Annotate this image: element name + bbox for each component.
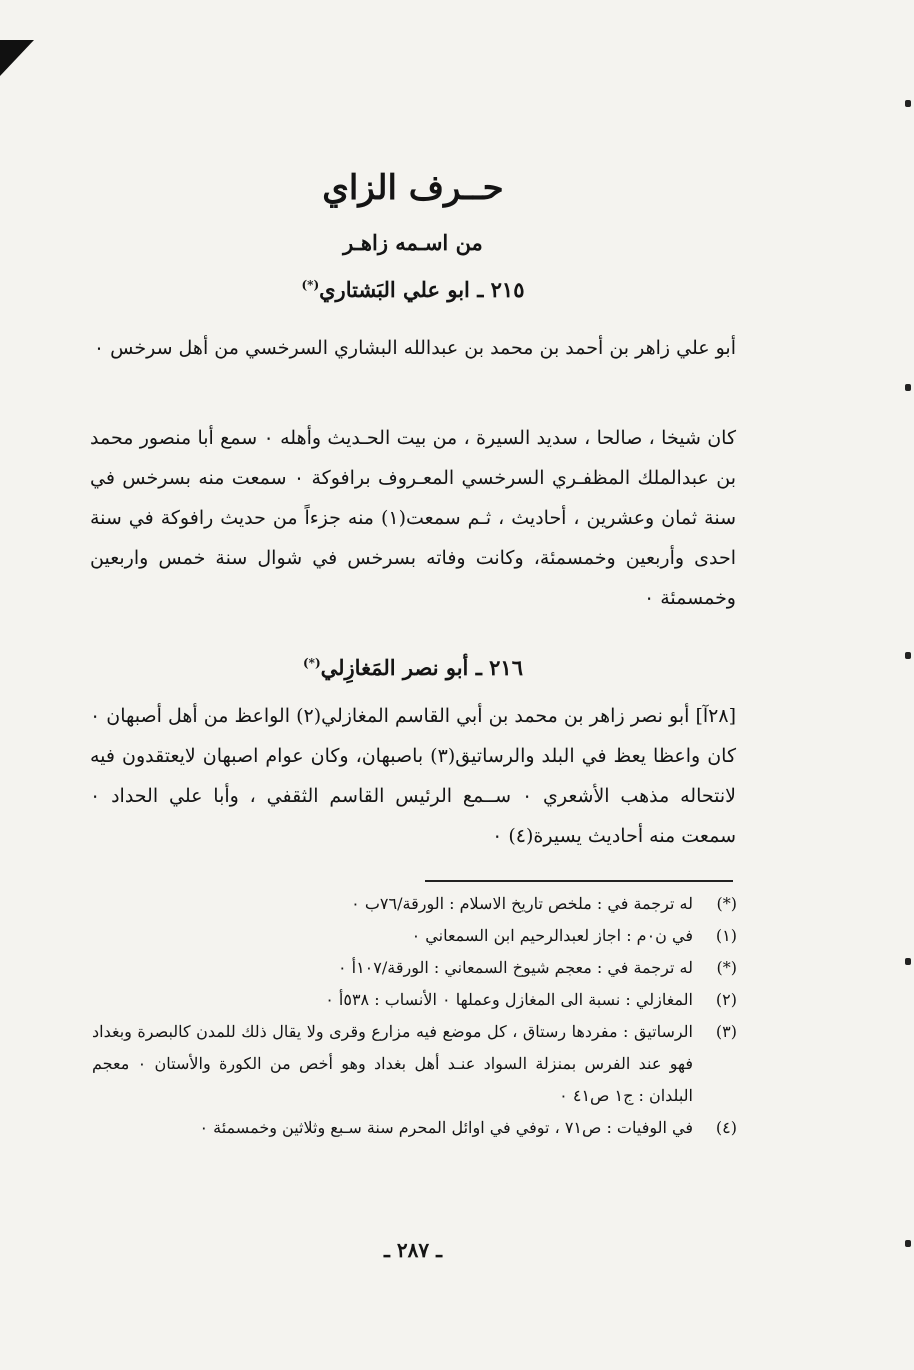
footnote	[92, 888, 737, 920]
paragraph-text: [٢٨آ] أبو نصر زاهر بن محمد بن أبي القاسم المغازلي(٢) الواعظ من أهل أصبهان ٠ كان واعظا يعظ في البلد والرساتيق(٣) باصبهان، وكان عوام اصبهان لايعتقدون فيه لانتحاله مذهب الأشعري ٠ ســمع الرئيس القاسم الثقفي ، وأبا علي الحداد ٠ سمعت منه أحاديث يسيرة(٤) ٠	[90, 705, 736, 847]
edge-dot	[905, 384, 911, 391]
footnote-text: الرساتيق : مفردها رستاق ، كل موضع فيه مزارع وقرى ولا يقال ذلك للمدن كالبصرة وبغداد فهو عند الفرس بمنزلة السواد عنـد أهل بغداد وهو أخص من الكورة والأستان ٠ معجم البلدان : ج١ ص٤١ ٠	[92, 1022, 693, 1105]
edge-dot	[905, 958, 911, 965]
footnote-divider	[425, 880, 733, 882]
footnote	[92, 952, 737, 984]
footnote-text: المغازلي : نسبة الى المغازل وعملها ٠ الأنساب : ٥٣٨أ ٠	[325, 990, 693, 1009]
footnote-mark: (٤)	[715, 1118, 737, 1137]
entry-heading-text: ٢١٥ ـ ابو علي البَشتاري	[319, 277, 525, 302]
footnote-mark: (*)	[716, 894, 737, 913]
footnote-text: له ترجمة في : ملخص تاريخ الاسلام : الورقة/٧٦ب ٠	[351, 894, 693, 913]
footnote-mark: (١)	[715, 926, 737, 945]
footnote-marker: (*)	[303, 656, 321, 670]
section-title: من اسـمه زاهـر	[343, 230, 483, 255]
footnote-mark: (٣)	[715, 1022, 737, 1041]
paragraph-text: كان شيخا ، صالحا ، سديد السيرة ، من بيت الحـديث وأهله ٠ سمع أبا منصور محمد بن عبدالملك المظفـري السرخسي المعـروف برافوكة ٠ سمعت منه بسرخس في سنة ثمان وعشرين ، أحاديث ، ثـم سمعت(١) منه جزءاً من حديث رافوكة في سنة احدى وأربعين وخمسمئة، وكانت وفاته بسرخس في شوال سنة خمس واربعين وخمسمئة ٠	[90, 427, 737, 609]
edge-dot	[905, 100, 911, 107]
entry-paragraph	[90, 696, 736, 856]
edge-dot	[905, 652, 911, 659]
entry-paragraph	[90, 328, 736, 368]
footnotes	[92, 888, 737, 1144]
page-number: ـ ٢٨٧ ـ	[384, 1238, 442, 1262]
footnote-marker: (*)	[301, 278, 320, 292]
entry-heading	[90, 270, 736, 305]
footnote-text: له ترجمة في : معجم شيوخ السمعاني : الورقة/١٠٧أ ٠	[337, 958, 693, 977]
corner-scan-mark	[0, 40, 34, 76]
footnote	[92, 1112, 737, 1144]
footnote	[92, 920, 737, 952]
entry-paragraph	[90, 418, 736, 618]
entry-heading-text: ٢١٦ ـ أبو نصر المَغازِلي	[320, 655, 523, 680]
footnote-mark: (*)	[716, 958, 737, 977]
edge-dot	[905, 1240, 911, 1247]
footnote-text: في ن٠م : اجاز لعبدالرحيم ابن السمعاني ٠	[411, 926, 693, 945]
entry-heading	[90, 648, 736, 683]
footnote-mark: (٢)	[715, 990, 737, 1009]
footnote	[92, 984, 737, 1016]
paragraph-text: أبو علي زاهر بن أحمد بن محمد بن عبدالله البشاري السرخسي من أهل سرخس ٠	[93, 337, 736, 359]
footnote-text: في الوفيات : ص٧١ ، توفي في اوائل المحرم سنة سـبع وثلاثين وخمسمئة ٠	[199, 1118, 693, 1137]
chapter-title: حــرف الزاي	[322, 168, 504, 208]
footnote	[92, 1016, 737, 1112]
